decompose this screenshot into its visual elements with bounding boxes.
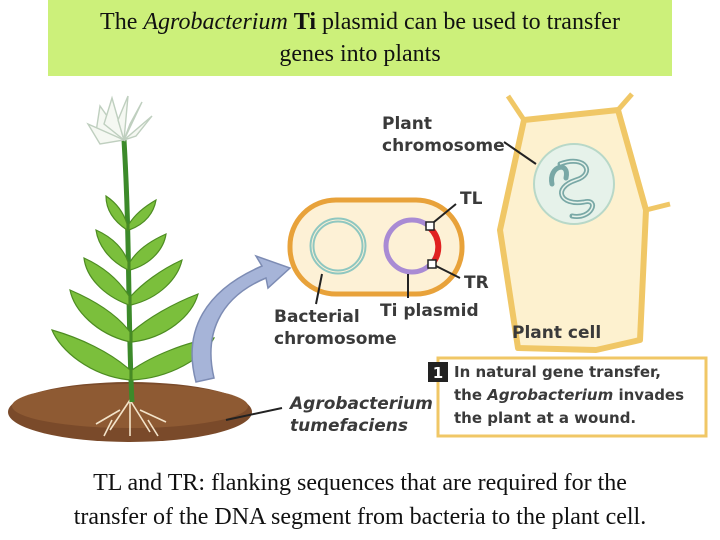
plant-flowers: [88, 96, 152, 144]
label-tr: TR: [464, 273, 489, 293]
label-bacterial-chromosome-2: chromosome: [274, 329, 397, 349]
label-bacterial-chromosome-1: Bacterial: [274, 307, 360, 327]
title-bold-ti: Ti: [293, 9, 317, 35]
caption-line-2: transfer of the DNA segment from bacteria to the plant cell.: [73, 504, 647, 530]
label-agrobacterium-1: Agrobacterium: [290, 394, 433, 414]
title-text-start: The: [100, 9, 144, 35]
label-tl: TL: [460, 189, 483, 209]
step-line-1: In natural gene transfer,: [454, 363, 661, 381]
plant-leaves: [52, 196, 214, 380]
plant-nucleus: [534, 144, 614, 224]
title-italic-agrobacterium: Agrobacterium: [143, 9, 288, 35]
caption-line-1: TL and TR: flanking sequences that are required for the: [93, 470, 627, 496]
label-plant-cell: Plant cell: [512, 323, 602, 343]
slide-title: [48, 0, 672, 76]
caption: [0, 466, 720, 534]
label-agrobacterium-2: tumefaciens: [290, 416, 408, 436]
title-line-2: genes into plants: [279, 41, 441, 67]
tr-border-marker: [428, 260, 436, 268]
step-line-3: the plant at a wound.: [454, 409, 637, 427]
label-plant-chromosome-1: Plant: [382, 114, 432, 134]
tl-border-marker: [426, 222, 434, 230]
title-text-rest: plasmid can be used to transfer: [316, 9, 620, 35]
gene-transfer-diagram: [0, 80, 720, 460]
plant-stem: [124, 140, 132, 402]
label-ti-plasmid: Ti plasmid: [380, 301, 479, 321]
label-plant-chromosome-2: chromosome: [382, 136, 505, 156]
step-number: 1: [432, 364, 444, 382]
step-line-2: the Agrobacterium invades: [454, 386, 685, 404]
